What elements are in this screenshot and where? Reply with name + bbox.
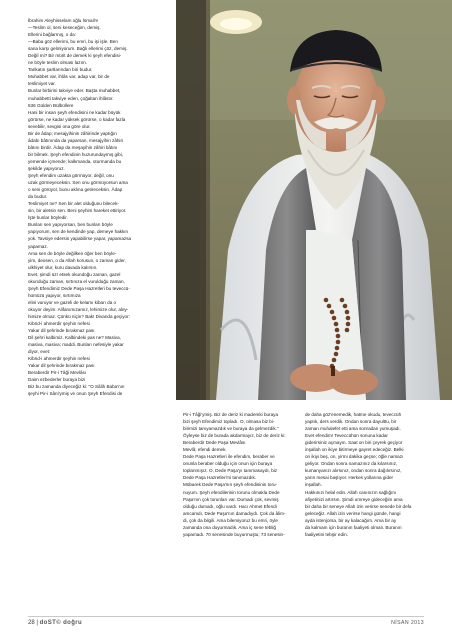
page-number: 28 [28, 620, 35, 626]
text-line: Biz bu zamanda diyeceğiz ki: "O Sâlih Baba'nın [28, 384, 125, 390]
text-line: ulkhiyet olur, kuru davada kalırsın. [28, 264, 98, 270]
text-line: Kibrid-i ahmerdir şeyhin nefesi [28, 321, 90, 327]
text-line: yarın mesai başlıyor. Herkes yollarına gider [305, 475, 394, 481]
text-line: Yakar dil şehrinde bırakmaz pası [28, 363, 95, 369]
text-line: zaman muhalefet etti ama sonradan yumuşadı. [305, 426, 401, 432]
text-line: o seni görüyor, bunu aklına getireceksin. Âdap [28, 187, 123, 193]
article-column-middle [183, 411, 295, 538]
text-line: Bunları sen yapıyorsan, ben bunları böyle [28, 222, 113, 228]
text-line: Mübarek Dede Paşa'nın şeyh efendisinin toru- [183, 482, 278, 488]
text-line: inşallah on ikiye bitirmeye gayret edeceğiz. Belki [305, 447, 404, 453]
footer-page-info [28, 620, 82, 626]
text-line: Bir de âdap; mesajyihinin zâhirinde yaptığın [28, 130, 117, 136]
text-line: okuyor deyim. Alifanımızamız, lehimize olur, aley- [28, 306, 129, 312]
text-line: Öyleyse biz de burada akdarmayız, biz de deriz ki: [183, 433, 286, 439]
text-line: olduğu dumadı, oğlu vardı. Hacı Ahmet Efendi [183, 503, 277, 509]
text-line: Beraberdir Pir-i Tâği Mevlâsı [28, 370, 87, 376]
text-line: Ellerini bağlarmış, o da: [28, 32, 77, 38]
text-line: yaptık, ders verdik. Ondan sonra dayulttu, bir [305, 419, 397, 425]
text-line: İşte bunlar böyledir. [28, 215, 68, 221]
text-line: geleceğiz. Allah izin verirse hangi günde, hangi [305, 510, 401, 516]
text-line: görürse, ne kadar yüksek görürse, o kadar fazla [28, 116, 126, 122]
text-line: şekilde yapıyoruz. [28, 165, 65, 171]
text-line: geliyor. Ondan sonra namazınız da kılarsınız, [305, 461, 398, 467]
text-line: okunduğu zaman, sırtınıza el vurulduğu zaman, [28, 278, 125, 284]
portrait-photo [176, 0, 452, 400]
text-line: Ama sen de böyle değilken öğer ben böyle- [28, 250, 117, 256]
text-line: —Baba göz ellerimi, bu emri, bu işi işle. Ben [28, 39, 118, 45]
text-line: toplanmışız. O, Dede Paşa'yı tanımasaydı, biz [183, 468, 278, 474]
text-line: afiyetinizi artırsın. Şimdi umreye gideceğim ama [305, 496, 403, 502]
photo-illustration [176, 0, 452, 400]
text-line: elini vuruyor ve gazeli de kelamı kibarı da o [28, 299, 117, 305]
text-line: inşallah. [305, 482, 322, 488]
text-line: da budur. [28, 194, 48, 200]
text-line: giderirsiniz açmayın. Saat on biri çeyrek geçiyor [305, 440, 403, 446]
text-line: İbrahim Aleyhisselam oğlu İsmail'e [28, 18, 99, 23]
text-line: sin, bir aletsin sen. Beni şeyhim hareket ettiriyor. [28, 208, 127, 214]
text-line: âdabı bâtınında da yaparsan, mesajyihin zâhiri [28, 137, 123, 143]
text-line: şeyhi Pir-i Sâni'ymiş ve onun Şeyh Efendisi de [28, 391, 123, 397]
text-line: Tarikatın şartlarından biri budur. [28, 67, 93, 73]
text-line: de daha göz'enemedik, hatme okudu, teveccüh [305, 412, 402, 417]
text-line: yapamadı. 70 senesinde buyurmuştu; 73 senesin- [183, 531, 285, 537]
text-line: Beraberdir Dede Paşa Mevlâsı [183, 440, 246, 446]
text-line: Kibrid-i ahmerdir şeyhin nefesi [28, 356, 90, 362]
article-column-right [305, 411, 425, 538]
text-line: yapamaz. [28, 243, 48, 249]
text-line: bâtını birdir. Âdap da meşayihin zâhiri bâtını [28, 144, 118, 150]
text-line: zamanda ona duyurmadık. Ama iç sene tebliğ [183, 524, 276, 530]
text-line: yapıyorum, sen de kendinde yap, demeye hakkın [28, 229, 129, 235]
text-line: yemende içmende; kalkmanda, oturmanda bu [28, 158, 122, 164]
text-line: —Teslim ol, seni keseceğim, demiş. [28, 25, 101, 31]
text-line: Evet efendim! Teveccühün sonuna kadar [305, 433, 388, 439]
text-line: bir daha bir seneye Allah izin verirse senede bir defa [305, 503, 412, 509]
text-line: sana karşı gelmiyorum. Bağlı ellerimi çöz, demiş. [28, 46, 128, 52]
article-column-left [28, 17, 176, 398]
text-line: Dede Paşa Hazretleri ile efendim, beraber ve [183, 454, 275, 460]
text-line: uzak görmeyeceksin. Sen onu görmüyorsun ama [28, 180, 128, 186]
text-line: Paşa'nın çok torunları var. Dumadı çok, sevmiş [183, 496, 279, 502]
text-line: sevebilir, sevgisi ona göre olur. [28, 123, 91, 129]
text-line: masiva, masiva; maddi. Bunları nefesiyle yakar [28, 342, 124, 348]
text-line: muhabbetti takviye eden, çoğaltan ihlâstır. [28, 95, 114, 101]
text-line: on ikiyi beş, on, yirmi dakika geçse; öğle namazı [305, 454, 404, 460]
issue-date: NİSAN 2013 [391, 620, 424, 626]
text-line: Muhabbet var, ihlâs var, adap var, bir de [28, 74, 110, 80]
text-line: ayda istenjorsa, bir ay kalacağım. Ama bir ay [305, 517, 397, 523]
text-line: Pir-i Tâği'ymiş. Biz de deriz ki mademki buraya [183, 412, 278, 417]
text-line: di, çok da bilgili. Ama bilemiyoruz bu emri, öyle [183, 517, 278, 523]
text-line: Teslimiyet ne? Sen bir alet olduğunu bilecek- [28, 201, 119, 207]
text-line: faaliyetini tebşir edin. [305, 531, 348, 537]
text-line: birimizi tanıyamazdık ve buraya da gelmezdik." [183, 426, 279, 432]
text-line: 536 Gülden Bülbüllere [28, 102, 74, 108]
text-line: Bunlar birbirini takviye eder. Başta muhabbet, [28, 88, 121, 94]
text-line: Şeyh Efendimiz Dede Paşa Hazretleri bu teveccü- [28, 285, 130, 291]
text-line: ne böyle teslim olması lazım. [28, 60, 87, 66]
text-line: yim, deosen, o da Allah korusun, o zaman gider, [28, 257, 126, 263]
text-line: hümüzü yapıyor, sırtımıza [28, 292, 81, 298]
text-line: diyor, evet: [28, 349, 51, 355]
text-line: onunla beraber olduğu için onun için buraya [183, 461, 273, 467]
text-line: Mevlâ; efendi demek. [183, 447, 227, 453]
footer-divider [28, 616, 424, 617]
text-line: nuyum. Şeyh efendilerinin torunu olmakla Dede [183, 489, 280, 495]
text-line: Değil mi? Bir mürit de demek ki şeyh efendisi- [28, 53, 122, 59]
text-line: yok. Tavsiye edersin yapabilirse yapar, yapamazsa [28, 236, 132, 242]
text-line: Dil şehri kalbimiz. Kalbindeki pas ne? Masiva, [28, 335, 121, 341]
text-line: Hakkınızı helal edin. Allah canınızın sağlığını [305, 489, 397, 495]
text-line: Hani bir insan şeyh efendisini ne kadar büyük [28, 109, 121, 115]
text-line: Dede Paşa Hazretleri'ni tanımazdık. [183, 475, 257, 481]
text-line: Yakar dil şehrinde bırakmaz pası [28, 328, 95, 334]
text-line: Evet, şimdi üzr etsek okundoğu zaman, gazel [28, 271, 121, 277]
text-line: Şeyh efendim uzakta görmüyor, değil, onu [28, 173, 114, 179]
text-line: bir bilmek. Şeyh efendinin huzurundaymış gibi, [28, 151, 123, 157]
footer-separator: | [36, 620, 38, 626]
magazine-name: doST© doğru [39, 620, 83, 626]
text-line: bizi şeyh Efendimiz topladı. O, olmasa biz bi- [183, 419, 275, 425]
text-line: himize olmaz. Çünkü niçin? Bak! Divanda geçiyor: [28, 313, 130, 319]
text-line: da kalmam için buranın faaliyeti olmalı. Buranın [305, 524, 402, 530]
text-line: kumanyanızı alırsınız, ondan sonra dağılırsınız, [305, 468, 402, 474]
text-line: amcamdı, Dede Paşa'nın damadıydı. Çok da âlim- [183, 510, 286, 516]
text-line: Daim ezbederler buraya bizi [28, 377, 86, 383]
text-line: teslimiyet var. [28, 81, 56, 87]
